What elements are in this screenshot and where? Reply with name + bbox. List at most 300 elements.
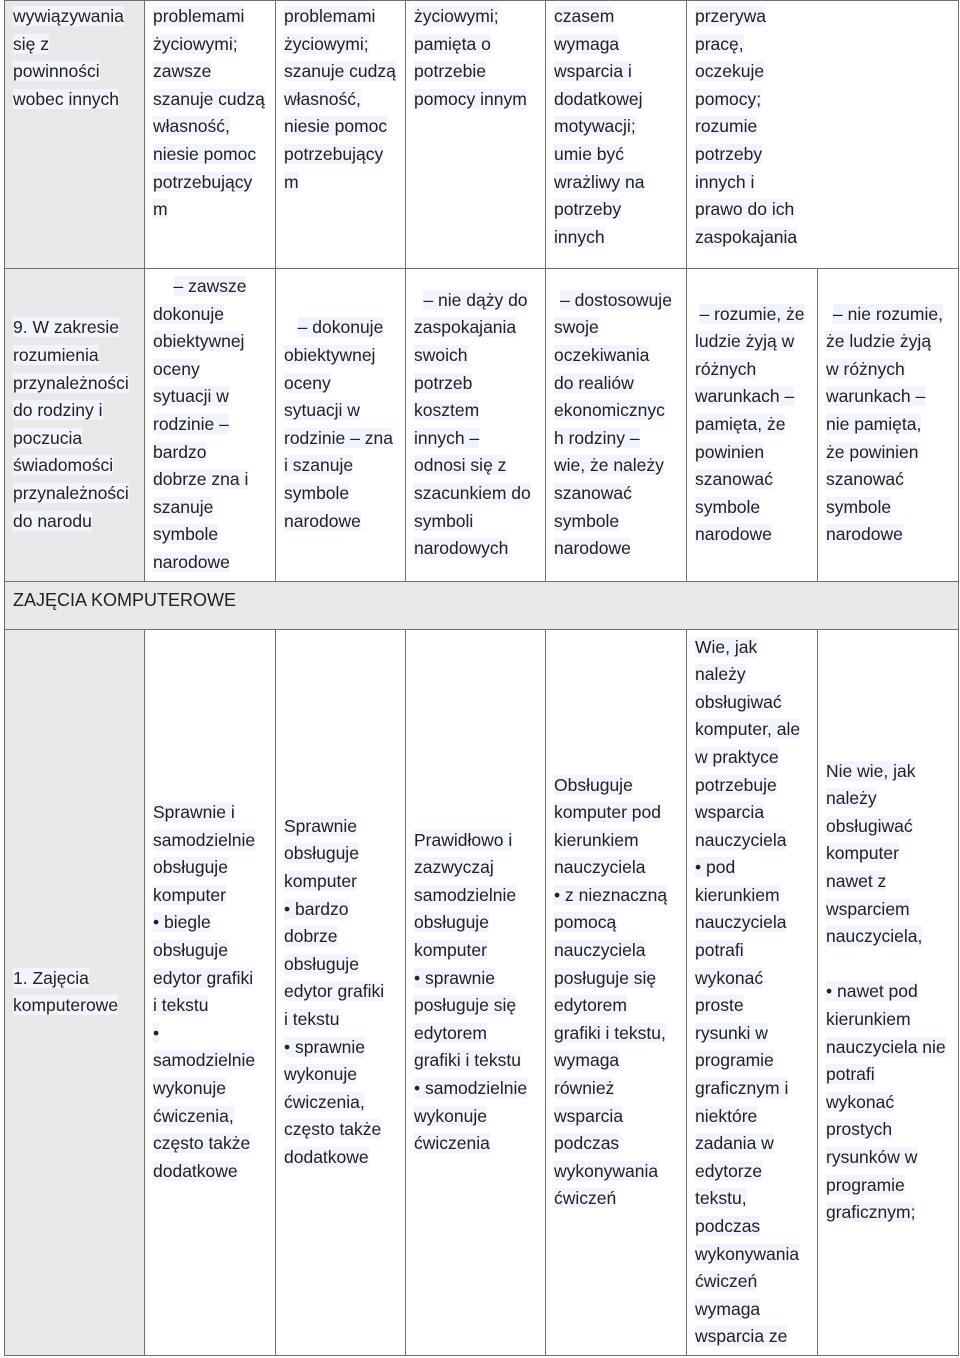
text-line-content: prawo do ich [695,199,795,220]
text-line-content: problemami [284,6,376,26]
text-line-content: wykonywania [554,1160,659,1181]
text-line-content: ekonomicznyc [554,400,665,421]
text-line [826,1199,950,1227]
text-line-content: proste [695,995,744,1016]
text-line-content: warunkach – [695,386,795,407]
text-line [554,1020,678,1048]
text-line-content: nauczyciela [695,829,787,850]
text-line [826,521,950,549]
text-line-content: h rodziny – [554,427,640,448]
text-line-content: własność, [153,116,230,137]
text-line-content: symbole [284,482,350,503]
text-line [554,535,678,563]
text-line-content: komputer [153,884,226,905]
text-line-content: nauczyciela nie [826,1036,946,1057]
text-line-content: warunkach – [826,386,926,407]
text-line-content: pamięta, że [695,413,786,434]
text-line-content: zazwyczaj [414,857,494,878]
text-line [695,1323,809,1351]
text-line-content: życiowymi; [284,33,369,54]
text-line-content: wymaga [554,1050,620,1071]
text-line-content: że ludzie żyją [826,331,932,352]
text-line-content: obsługuje [284,843,359,864]
text-line-content: m [153,199,168,220]
text-line-content: wsparcia [695,802,765,823]
text-line [153,494,267,522]
text-line-content: edytorem [414,1022,487,1043]
text-line-content: do realiów [554,372,634,393]
text-line-content: ćwiczenia [414,1133,490,1154]
text-line [826,466,950,494]
text-line [554,452,678,480]
grade-cell [406,629,546,1355]
text-line [153,1047,267,1075]
text-line [695,58,950,86]
text-line-content: Sprawnie [284,815,357,836]
text-line-content: wsparcia ze [695,1326,788,1347]
text-line [826,1034,950,1062]
text-line [554,425,678,453]
text-line-content: i szanuje [284,455,354,476]
text-line-content: umie być [554,143,625,164]
text-line [695,661,809,689]
text-line [13,31,136,59]
text-line [414,535,537,563]
text-line [414,965,537,993]
text-line-content: samodzielnie [414,884,517,905]
text-line [284,840,397,868]
text-line [695,328,809,356]
text-line-content: oczekuje [695,61,765,82]
text-line [153,31,267,59]
text-line-content: również [554,1078,615,1099]
text-line [153,196,267,224]
text-line-content: zadania w [695,1133,774,1154]
text-line [414,342,537,370]
text-line [284,813,397,841]
text-line [284,452,397,480]
text-line-content: szacunkiem do [414,482,531,503]
text-line-content: symbole [554,510,620,531]
text-line [153,909,267,937]
text-line [153,992,267,1020]
text-line-content: grafiki i tekstu [414,1050,521,1071]
text-line [153,965,267,993]
text-line [284,314,397,342]
text-line-content: ludzie żyją w [695,331,795,352]
text-line [554,1047,678,1075]
table-row-continuation [5,1,959,269]
text-line-content: różnych [695,358,757,379]
text-line [695,909,809,937]
text-line [695,1296,809,1324]
text-line [695,882,809,910]
text-line-content: szanuje [153,496,214,517]
table-main [4,0,959,1356]
text-line [284,397,397,425]
text-line [153,1075,267,1103]
text-line-content: ćwiczenia, [153,1105,234,1126]
grade-cell [687,629,818,1355]
text-line [695,383,809,411]
text-line [13,992,136,1020]
text-line-content: oczekiwania [554,344,650,365]
text-line [13,965,136,993]
text-line-content: symboli [414,510,474,531]
text-line [153,799,267,827]
text-line [153,1103,267,1131]
grade-cell [145,629,276,1355]
text-line [13,3,136,31]
text-line [695,634,809,662]
text-line [153,521,267,549]
text-line [153,86,267,114]
text-line [695,716,809,744]
text-line-content: • sprawnie [284,1036,366,1057]
text-line [554,1103,678,1131]
text-line [13,86,136,114]
grade-cell [406,269,546,582]
text-line [695,827,809,855]
text-line-content: swoje [554,317,599,338]
text-line [826,411,950,439]
text-line [153,549,267,577]
text-line [153,383,267,411]
text-line-content: obsługuje [284,953,359,974]
text-line-content: dodatkowe [153,1160,238,1181]
text-line [695,169,950,197]
text-line [284,978,397,1006]
text-line [554,965,678,993]
text-line-content: podczas [554,1133,620,1154]
section-header: ZAJĘCIA KOMPUTEROWE [5,581,959,629]
text-line-content: obiektywnej [153,331,245,352]
text-line-content: sytuacji w [284,400,360,421]
text-line-content: komputer [826,843,899,864]
text-line [414,3,537,31]
text-line [554,3,678,31]
text-line-content: samodzielnie [153,1050,256,1071]
text-line [284,923,397,951]
text-line-content: należy [826,788,877,809]
text-line-content: obiektywnej [284,344,376,365]
text-line-content: symbole [695,496,761,517]
text-line [826,868,950,896]
text-line-content: obsługuje [414,912,489,933]
text-line [695,3,950,31]
text-line [695,772,809,800]
text-line [153,169,267,197]
text-line [826,896,950,924]
text-line-content: przerywa [695,6,766,26]
text-line-content: dodatkowe [284,1147,369,1168]
text-line-content: potrzeby [695,143,763,164]
text-line [153,301,267,329]
text-line [554,58,678,86]
text-line-content: kierunkiem [695,884,780,905]
text-line [284,370,397,398]
text-line-content: bardzo [153,441,207,462]
text-line [153,466,267,494]
text-line-content: do rodziny i [13,400,103,421]
text-line-content: nawet z [826,871,887,892]
text-line-content: wymaga [554,33,620,54]
text-line [153,827,267,855]
text-line-content: zaspokajania [414,317,517,338]
text-line-content: rozumie [695,116,758,137]
text-line [695,356,809,384]
text-line-content: obsługiwać [695,691,782,712]
text-line-content: nauczyciela, [826,926,923,947]
text-line-content: rysunków w [826,1147,918,1168]
table-grid [4,0,958,1356]
text-line [826,840,950,868]
text-line-content: kierunkiem [826,1009,911,1030]
text-line-content: edytorze [695,1160,763,1181]
text-line-content: się z [13,33,49,54]
text-line [554,1130,678,1158]
text-line [414,854,537,882]
text-line [284,1061,397,1089]
text-line [695,1130,809,1158]
text-line [284,896,397,924]
grade-cell [145,1,276,269]
text-line [284,868,397,896]
grade-cell [687,1,959,269]
grade-cell [276,629,406,1355]
text-line-content: często także [153,1133,251,1154]
grade-cell [406,1,546,269]
text-line [826,439,950,467]
text-line [554,992,678,1020]
text-line-content: obsługiwać [826,815,913,836]
text-line-content: • nawet pod [826,981,918,1002]
text-line [284,1034,397,1062]
text-line [554,342,678,370]
text-line-content: • bardzo [284,898,349,919]
text-line-content: ćwiczeń [554,1188,617,1209]
text-line-content: szanować [695,469,773,490]
text-line [826,1172,950,1200]
text-line [13,314,136,342]
text-line-content: wobec innych [13,88,120,109]
text-line [153,273,267,301]
text-line-content: wykonywania [695,1243,800,1264]
text-line [826,923,950,951]
text-line-content: pamięta o [414,33,491,54]
text-line [826,356,950,384]
text-line [153,58,267,86]
text-line [284,141,397,169]
text-line-content: wywiązywania [13,6,124,26]
text-line-content: Nie wie, jak [826,760,916,781]
text-line [695,937,809,965]
text-line-content: należy [695,664,746,685]
text-line [695,1213,809,1241]
text-line-content: wykonać [826,1091,895,1112]
text-line-content: świadomości [13,455,114,476]
text-line-content: • pod [695,857,736,878]
text-line [153,854,267,882]
text-line-content: programie [695,1050,774,1071]
text-line [554,287,678,315]
text-line [153,1158,267,1186]
text-line-content: wsparcia [554,1105,624,1126]
text-line [13,58,136,86]
text-line-content: narodowe [826,524,903,545]
text-line [414,827,537,855]
text-line [284,1116,397,1144]
text-line [284,480,397,508]
text-line [284,508,397,536]
text-line-content: ćwiczeń [695,1271,758,1292]
text-line [414,992,537,1020]
text-line-content: kosztem [414,400,480,421]
criterion-cell [5,629,145,1355]
text-line-content: że powinien [826,441,919,462]
text-line-content: nie pamięta, [826,413,922,434]
text-line [153,1130,267,1158]
text-line [554,882,678,910]
text-line-content: życiowymi; [153,33,238,54]
text-line-content: motywacji; [554,116,636,137]
text-line-content: grafiki i tekstu, [554,1022,666,1043]
text-line-content: programie [826,1174,905,1195]
text-line-content: potrafi [826,1064,875,1085]
table-row-computer-classes [5,629,959,1355]
text-line [554,1185,678,1213]
text-line-content: nauczyciela [695,912,787,933]
text-line-content: komputer [414,940,487,961]
text-line [13,480,136,508]
text-line [284,425,397,453]
text-line [695,113,950,141]
grade-cell [145,269,276,582]
text-line-content: często także [284,1119,382,1140]
text-line-content: powinien [695,441,765,462]
text-line-content: • samodzielnie [414,1078,528,1099]
text-line-content: narodowych [414,538,509,559]
text-line [695,854,809,882]
text-line-content: niesie pomoc [153,143,257,164]
text-line [695,494,809,522]
text-line-content: potrafi [695,940,744,961]
text-line [695,799,809,827]
text-line-content: dodatkowej [554,88,643,109]
text-line-content: potrzebie [414,61,486,82]
section-header-row [5,581,959,629]
text-line [414,397,537,425]
text-line-content: wymaga [695,1298,761,1319]
text-line-content: wykonuje [414,1105,487,1126]
text-line-content: potrzeb [414,372,473,393]
text-line [695,744,809,772]
text-line [414,287,537,315]
text-line [414,480,537,508]
text-line [826,1006,950,1034]
criterion-cell [5,269,145,582]
text-line-content: komputerowe [13,995,119,1016]
text-line-content: wykonać [695,967,764,988]
text-line-content: rozumienia [13,344,99,365]
text-line-content: szanuje cudzą [284,61,396,82]
text-line [414,1047,537,1075]
text-line-content: Prawidłowo i [414,829,513,850]
text-line-content: wie, że należy [554,455,664,476]
text-line [554,772,678,800]
text-line-content: oceny [153,358,200,379]
text-line-content: Wie, jak [695,636,758,657]
text-line-content: prostych [826,1119,893,1140]
text-line [695,411,809,439]
text-line [414,425,537,453]
text-line [554,854,678,882]
text-line-content: i tekstu [284,1009,340,1030]
text-line-content: do narodu [13,510,92,531]
text-line-content: oceny [284,372,331,393]
text-line-content: innych – [414,427,480,448]
text-line [554,141,678,169]
text-line [414,58,537,86]
text-line-content: rysunki w [695,1022,768,1043]
text-line [554,508,678,536]
text-line [554,397,678,425]
text-line [695,301,809,329]
text-line [13,425,136,453]
text-line-content: Sprawnie i [153,802,235,823]
text-line [554,937,678,965]
text-line-content: sytuacji w [153,386,229,407]
text-line-content: kierunkiem [554,829,639,850]
text-line-content: • biegle [153,912,211,933]
text-line [153,439,267,467]
text-line [284,86,397,114]
text-line-content: pomocy; [695,88,762,109]
text-line-content: narodowe [284,510,361,531]
text-line [414,1020,537,1048]
text-line-content: i tekstu [153,995,209,1016]
grade-cell [276,269,406,582]
text-line [826,301,950,329]
text-line-content: posługuje się [554,967,657,988]
text-line [695,1185,809,1213]
text-line-content: wykonuje [284,1064,357,1085]
text-line-content: potrzeby [554,199,622,220]
grade-cell [546,1,687,269]
text-line-content: • z nieznaczną [554,884,668,905]
text-line [826,328,950,356]
text-line-content: pomocą [554,912,617,933]
text-line-content: edytorem [554,995,627,1016]
text-line [826,758,950,786]
text-line [695,1020,809,1048]
text-line [414,86,537,114]
text-line-content: w praktyce [695,746,779,767]
text-line [695,521,809,549]
text-line-content: – nie rozumie, [833,303,943,324]
text-line-content: narodowe [153,551,230,572]
text-line-content: szanować [826,469,904,490]
text-line-content: • [153,1022,160,1043]
text-line-content: komputer [284,871,357,892]
text-line-content: swoich [414,344,468,365]
text-line [414,882,537,910]
text-line [284,1006,397,1034]
text-line-content: w różnych [826,358,905,379]
text-line [153,328,267,356]
text-line [695,1047,809,1075]
text-line-content: symbole [826,496,892,517]
